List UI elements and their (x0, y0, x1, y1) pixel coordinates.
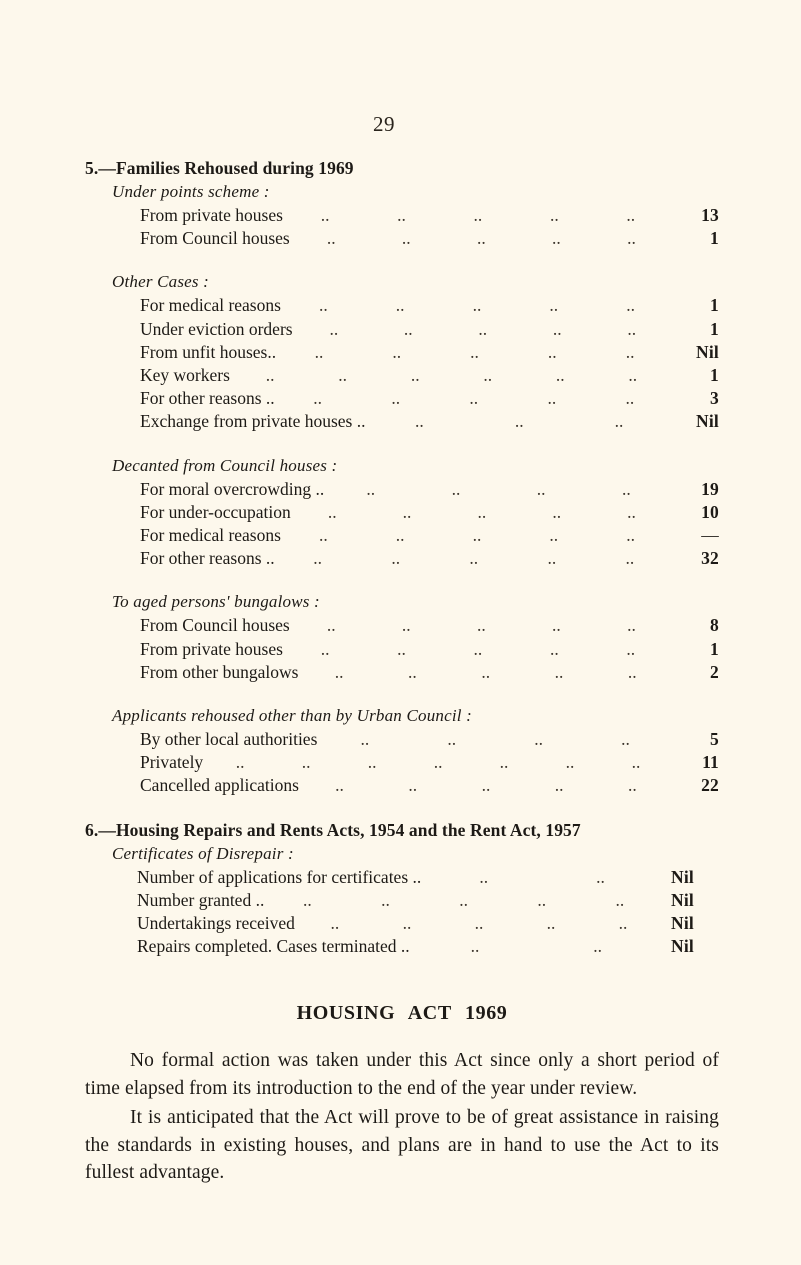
dot-leader: .. .. .. .. .. (313, 548, 635, 569)
statistic-value: 8 (710, 615, 719, 636)
statistic-label: Cancelled applications (140, 775, 299, 796)
statistic-label: By other local authorities (140, 729, 318, 750)
dot-leader: .. .. .. .. (360, 729, 630, 750)
dot-leader: .. .. .. (415, 411, 624, 432)
statistic-label: For other reasons .. (140, 548, 275, 569)
statistic-label: From Council houses (140, 228, 290, 249)
statistic-row (140, 341, 719, 364)
statistic-label: For under-occupation (140, 501, 291, 522)
item-group (85, 706, 719, 798)
item-list (85, 294, 719, 433)
item-list (85, 478, 719, 571)
item-group (85, 592, 719, 684)
statistic-row (140, 410, 719, 433)
statistic-row (140, 478, 719, 501)
dot-leader: .. .. .. .. .. (320, 638, 636, 659)
statistic-label: From private houses (140, 205, 283, 225)
statistic-value: 32 (701, 548, 719, 569)
item-list (85, 614, 719, 684)
section-title: Housing Repairs and Rents Acts, 1954 and the Rent Act, 1957 (115, 819, 581, 840)
statistic-label: For moral overcrowding .. (140, 478, 325, 499)
dot-leader: .. .. .. .. .. (318, 525, 635, 546)
statistic-label: Key workers (140, 365, 230, 386)
statistic-value: Nil (671, 936, 694, 957)
act-body (85, 1047, 719, 1187)
document-section (85, 820, 719, 959)
statistic-row (140, 294, 719, 317)
dot-leader: .. .. .. .. (366, 478, 631, 499)
act-heading: HOUSING ACT 1969 (296, 1002, 508, 1025)
group-heading: Certificates of Disrepair : (112, 843, 294, 863)
section-title: Families Rehoused during 1969 (115, 158, 354, 178)
group-heading: Other Cases : (112, 272, 210, 292)
statistic-label: Repairs completed. Cases terminated .. (137, 936, 410, 957)
section-heading (85, 820, 719, 841)
dot-leader: .. .. .. .. .. .. .. (235, 752, 641, 773)
statistic-label: From private houses (140, 638, 283, 659)
section-number: 6.— (85, 819, 116, 840)
dot-leader: .. .. .. .. .. (313, 388, 635, 409)
item-list (85, 204, 719, 250)
statistic-row (140, 387, 719, 410)
dot-leader: .. .. (479, 866, 605, 887)
page-content (85, 158, 719, 1187)
statistic-row (137, 935, 719, 958)
dot-leader: .. .. .. .. .. (326, 228, 636, 249)
section-heading (85, 158, 719, 179)
dot-leader: .. .. .. .. .. (330, 913, 628, 934)
statistic-label: Number of applications for certificates .. (137, 866, 422, 887)
statistic-label: Undertakings received (137, 913, 295, 934)
dot-leader: .. .. .. .. .. (329, 318, 637, 339)
dot-leader: .. .. (470, 936, 603, 957)
statistic-value: 10 (701, 501, 719, 522)
item-group (85, 182, 719, 250)
statistic-label: Privately (140, 752, 204, 773)
statistic-value: Nil (671, 889, 694, 910)
statistic-label: Number granted .. (137, 889, 265, 910)
statistic-row (140, 318, 719, 341)
dot-leader: .. .. .. .. .. (326, 615, 636, 636)
statistic-row (140, 638, 719, 661)
statistic-label: Under eviction orders (140, 318, 293, 339)
statistic-row (140, 227, 719, 250)
statistic-row (137, 866, 719, 889)
statistic-row (140, 774, 719, 797)
statistic-value: Nil (671, 866, 694, 887)
item-group (85, 272, 719, 433)
group-heading: To aged persons' bungalows : (112, 592, 320, 612)
item-group (85, 456, 719, 571)
group-heading: Applicants rehoused other than by Urban Council : (112, 706, 472, 726)
statistic-row (140, 751, 719, 774)
statistic-row (140, 524, 719, 547)
statistic-row (140, 501, 719, 524)
body-paragraph: It is anticipated that the Act will prove to be of great assistance in raising the standards in existing houses, and plans are in hand to use the Act to its fullest advantage. (85, 1107, 719, 1184)
statistic-value: Nil (696, 411, 719, 432)
statistic-label: Exchange from private houses .. (140, 411, 366, 432)
statistic-value: Nil (671, 913, 694, 934)
statistic-row (140, 661, 719, 684)
statistic-value: 2 (710, 661, 719, 682)
statistic-row (137, 912, 719, 935)
statistic-value: 13 (701, 205, 719, 225)
document-section (85, 158, 719, 798)
statistic-value: 22 (701, 775, 719, 796)
statistic-label: From Council houses (140, 615, 290, 636)
item-group (85, 844, 719, 959)
section-number: 5.— (85, 158, 116, 178)
dot-leader: .. .. .. .. .. (314, 341, 635, 362)
dot-leader: .. .. .. .. .. (303, 889, 625, 910)
statistic-row (140, 204, 719, 227)
statistic-row (140, 547, 719, 570)
dot-leader: .. .. .. .. .. (327, 501, 636, 522)
statistic-label: From other bungalows (140, 661, 299, 682)
statistic-row (140, 614, 719, 637)
statistic-row (140, 364, 719, 387)
dot-leader: .. .. .. .. .. (320, 205, 636, 225)
statistic-label: For medical reasons (140, 295, 281, 316)
statistic-value: 3 (710, 388, 719, 409)
statistic-row (140, 728, 719, 751)
statistic-value: 1 (710, 228, 719, 249)
dot-leader: .. .. .. .. .. .. (265, 365, 638, 386)
statistic-value: 19 (701, 478, 719, 499)
page-folio: 29 (373, 112, 395, 136)
dot-leader: .. .. .. .. .. (335, 775, 637, 796)
statistic-label: For medical reasons (140, 525, 281, 546)
statistic-value: 1 (710, 295, 719, 316)
group-heading: Decanted from Council houses : (112, 455, 338, 475)
statistic-label: For other reasons .. (140, 388, 275, 409)
statistic-value: 1 (710, 318, 719, 339)
dot-leader: .. .. .. .. .. (334, 661, 637, 682)
dot-leader: .. .. .. .. .. (318, 295, 635, 316)
item-list (85, 728, 719, 798)
sections-container (85, 158, 719, 958)
statistic-label: From unfit houses.. (140, 341, 277, 362)
body-paragraph: No formal action was taken under this Act since only a short period of time elapsed from its introduction to the end of the year under review. (85, 1050, 719, 1099)
statistic-value: 1 (710, 638, 719, 659)
statistic-row (137, 889, 719, 912)
statistic-value: — (701, 525, 719, 546)
statistic-value: 1 (710, 365, 719, 386)
statistic-value: 11 (702, 752, 719, 773)
group-heading: Under points scheme : (112, 182, 270, 201)
statistic-value: Nil (696, 341, 719, 362)
statistic-value: 5 (710, 729, 719, 750)
item-list (85, 866, 719, 959)
